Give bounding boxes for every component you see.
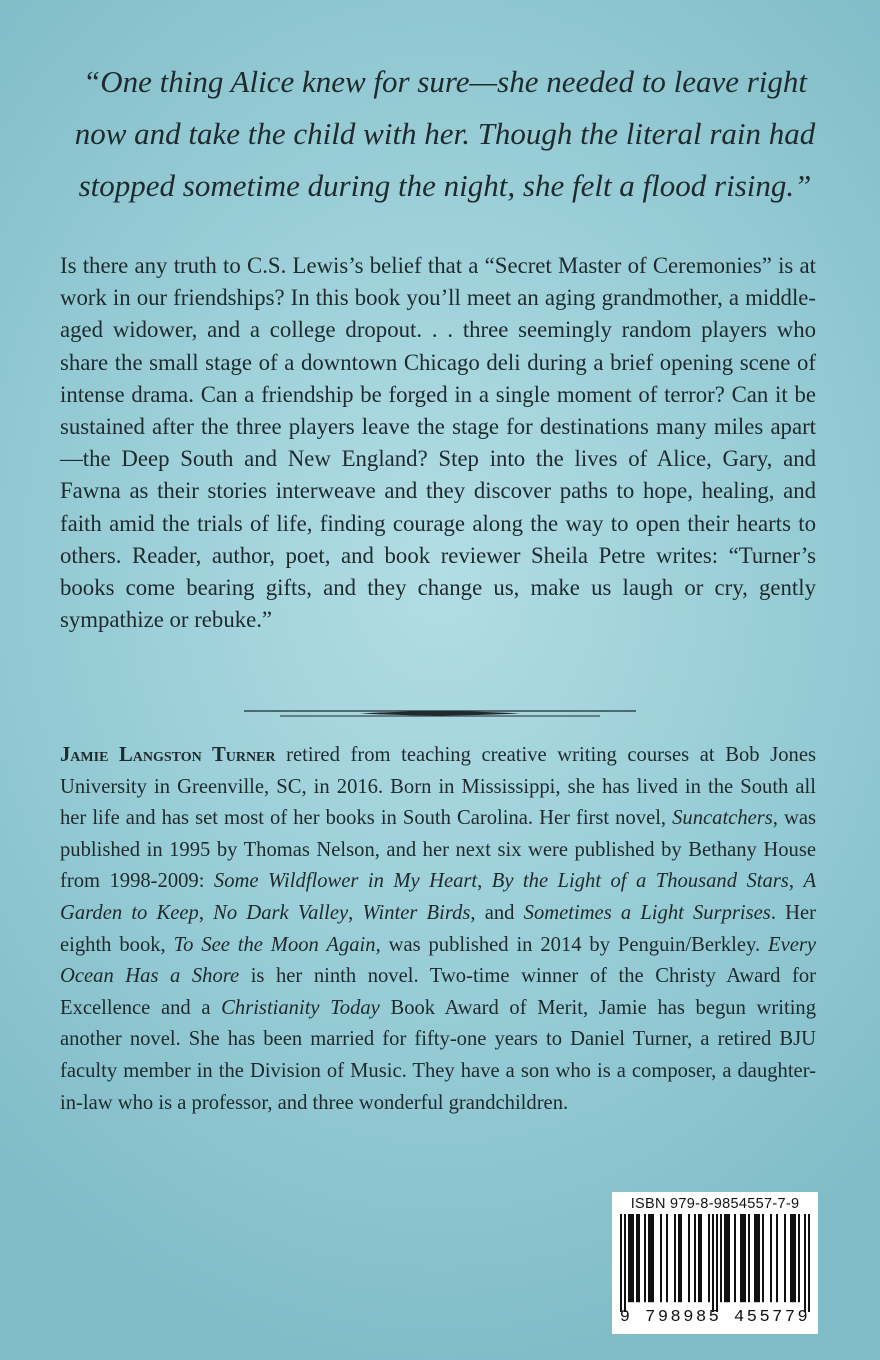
barcode-bar (716, 1214, 718, 1312)
isbn-barcode (612, 1192, 818, 1334)
book-description: Is there any truth to C.S. Lewis’s belief that a “Secret Master of Ceremonies” is at work in our friendships? In this book you’ll meet an aging grandmother, a middle-aged widower, and a college dropout. . . three seemingly random players who share the small stage of a downtown Chicago deli during a brief opening scene of intense drama. Can a friendship be forged in a single moment of terror? Can it be sustained after the three players leave the stage for destinations many miles apart—the Deep South and New England? Step into the lives of Alice, Gary, and Fawna as their stories interweave and they discover paths to hope, healing, and faith amid the trials of life, finding courage along the way to open their hearts to others. Reader, author, poet, and book reviewer Sheila Petre writes: “Turner’s books come bearing gifts, and they change us, make us laugh or cry, gently sympathize or rebuke.” (60, 253, 816, 633)
barcode-bar (638, 1214, 640, 1302)
barcode-bar (724, 1214, 726, 1302)
barcode-bar (652, 1214, 654, 1302)
barcode-bar (698, 1214, 700, 1302)
author-bio: Jamie Langston Turner retired from teaching creative writing courses at Bob Jones University in Greenville, SC, in 2016. Born in Mississippi, she has lived in the South all her life and has set most of her books in South Carolina. Her first novel, Suncatchers, was published in 1995 by Thomas Nelson, and her next six were published by Bethany House from 1998-2009: Some Wildflower in My Heart, By the Light of a Thousand Stars, A Garden to Keep, No Dark Valley, Winter Birds, and Sometimes a Light Surprises. Her eighth book, To See the Moon Again, was published in 2014 by Penguin/Berkley. Every Ocean Has a Shore is her ninth novel. Two-time winner of the Christy Award for Excellence and a Christianity Today Book Award of Merit, Jamie has begun writing another novel. She has been married for fifty-one years to Daniel Turner, a retired BJU faculty member in the Division of Music. They have a son who is a composer, a daughter-in-law who is a professor, and three wonderful grandchildren. (60, 744, 817, 1114)
barcode-bar (748, 1214, 750, 1302)
barcode-bar (754, 1214, 756, 1302)
book-title: Winter Birds (362, 901, 471, 924)
book-title: No Dark Valley (213, 901, 349, 924)
barcode-bar (628, 1214, 630, 1302)
book-title: A Garden to Keep (60, 870, 817, 924)
book-title: To See the Moon Again (173, 933, 376, 956)
barcode-bar (636, 1214, 638, 1302)
barcode-bar (678, 1214, 680, 1302)
barcode-bar (666, 1214, 668, 1302)
barcode-bar (708, 1214, 710, 1302)
barcode-bar (784, 1214, 786, 1302)
barcode-bar (798, 1214, 800, 1302)
barcode-bar (644, 1214, 646, 1302)
pull-quote-line-2: now and take the child with her. Though the literal rain had (74, 116, 816, 151)
pull-quote-line-3: stopped sometime during the night, she felt a flood rising.” (78, 168, 812, 203)
pull-quote (60, 56, 830, 212)
barcode-bar (674, 1214, 676, 1302)
barcode-digits: 9 798985 455779 (619, 1308, 811, 1327)
book-title: By the Light of a Thousand Stars (491, 870, 789, 893)
book-title: Sometimes a Light Surprises (523, 901, 771, 924)
barcode-bar (620, 1214, 622, 1312)
barcode-bar (632, 1214, 634, 1302)
book-title: Some Wildflower in My Heart (213, 870, 478, 893)
barcode-bar (712, 1214, 714, 1312)
barcode-bar (648, 1214, 650, 1302)
barcode-bar (790, 1214, 792, 1302)
barcode-bar (794, 1214, 796, 1302)
barcode-bar (720, 1214, 722, 1302)
barcode-bar (688, 1214, 690, 1302)
barcode-bar (756, 1214, 758, 1302)
barcode-bar (804, 1214, 806, 1312)
barcode-bar (680, 1214, 682, 1302)
award-title: Christianity Today (221, 996, 380, 1019)
barcode-bar (770, 1214, 772, 1302)
ornamental-divider (240, 703, 640, 723)
author-name: Jamie Langston Turner (60, 744, 276, 766)
barcode-bar (762, 1214, 764, 1302)
barcode-bar (624, 1214, 626, 1312)
pull-quote-line-1: “One thing Alice knew for sure—she needed to leave right (82, 64, 808, 99)
barcode-bar (700, 1214, 702, 1302)
barcode-bar (660, 1214, 662, 1302)
barcode-bar (742, 1214, 744, 1302)
barcode-bar (726, 1214, 728, 1302)
barcode-bar (694, 1214, 696, 1302)
barcode-bar (650, 1214, 652, 1302)
book-title: Suncatchers (672, 807, 773, 830)
barcode-bar (808, 1214, 810, 1312)
book-title: Every Ocean Has a Shore (60, 933, 817, 988)
barcode-bar (740, 1214, 742, 1302)
barcode-bar (776, 1214, 778, 1302)
barcode-bar (630, 1214, 632, 1302)
isbn-label: ISBN 979-8-9854557-7-9 (630, 1196, 800, 1212)
barcode-icon (620, 1214, 810, 1312)
barcode-bar (792, 1214, 794, 1302)
barcode-bar (758, 1214, 760, 1302)
barcode-bar (734, 1214, 736, 1302)
barcode-bar (728, 1214, 730, 1302)
barcode-bar (744, 1214, 746, 1302)
